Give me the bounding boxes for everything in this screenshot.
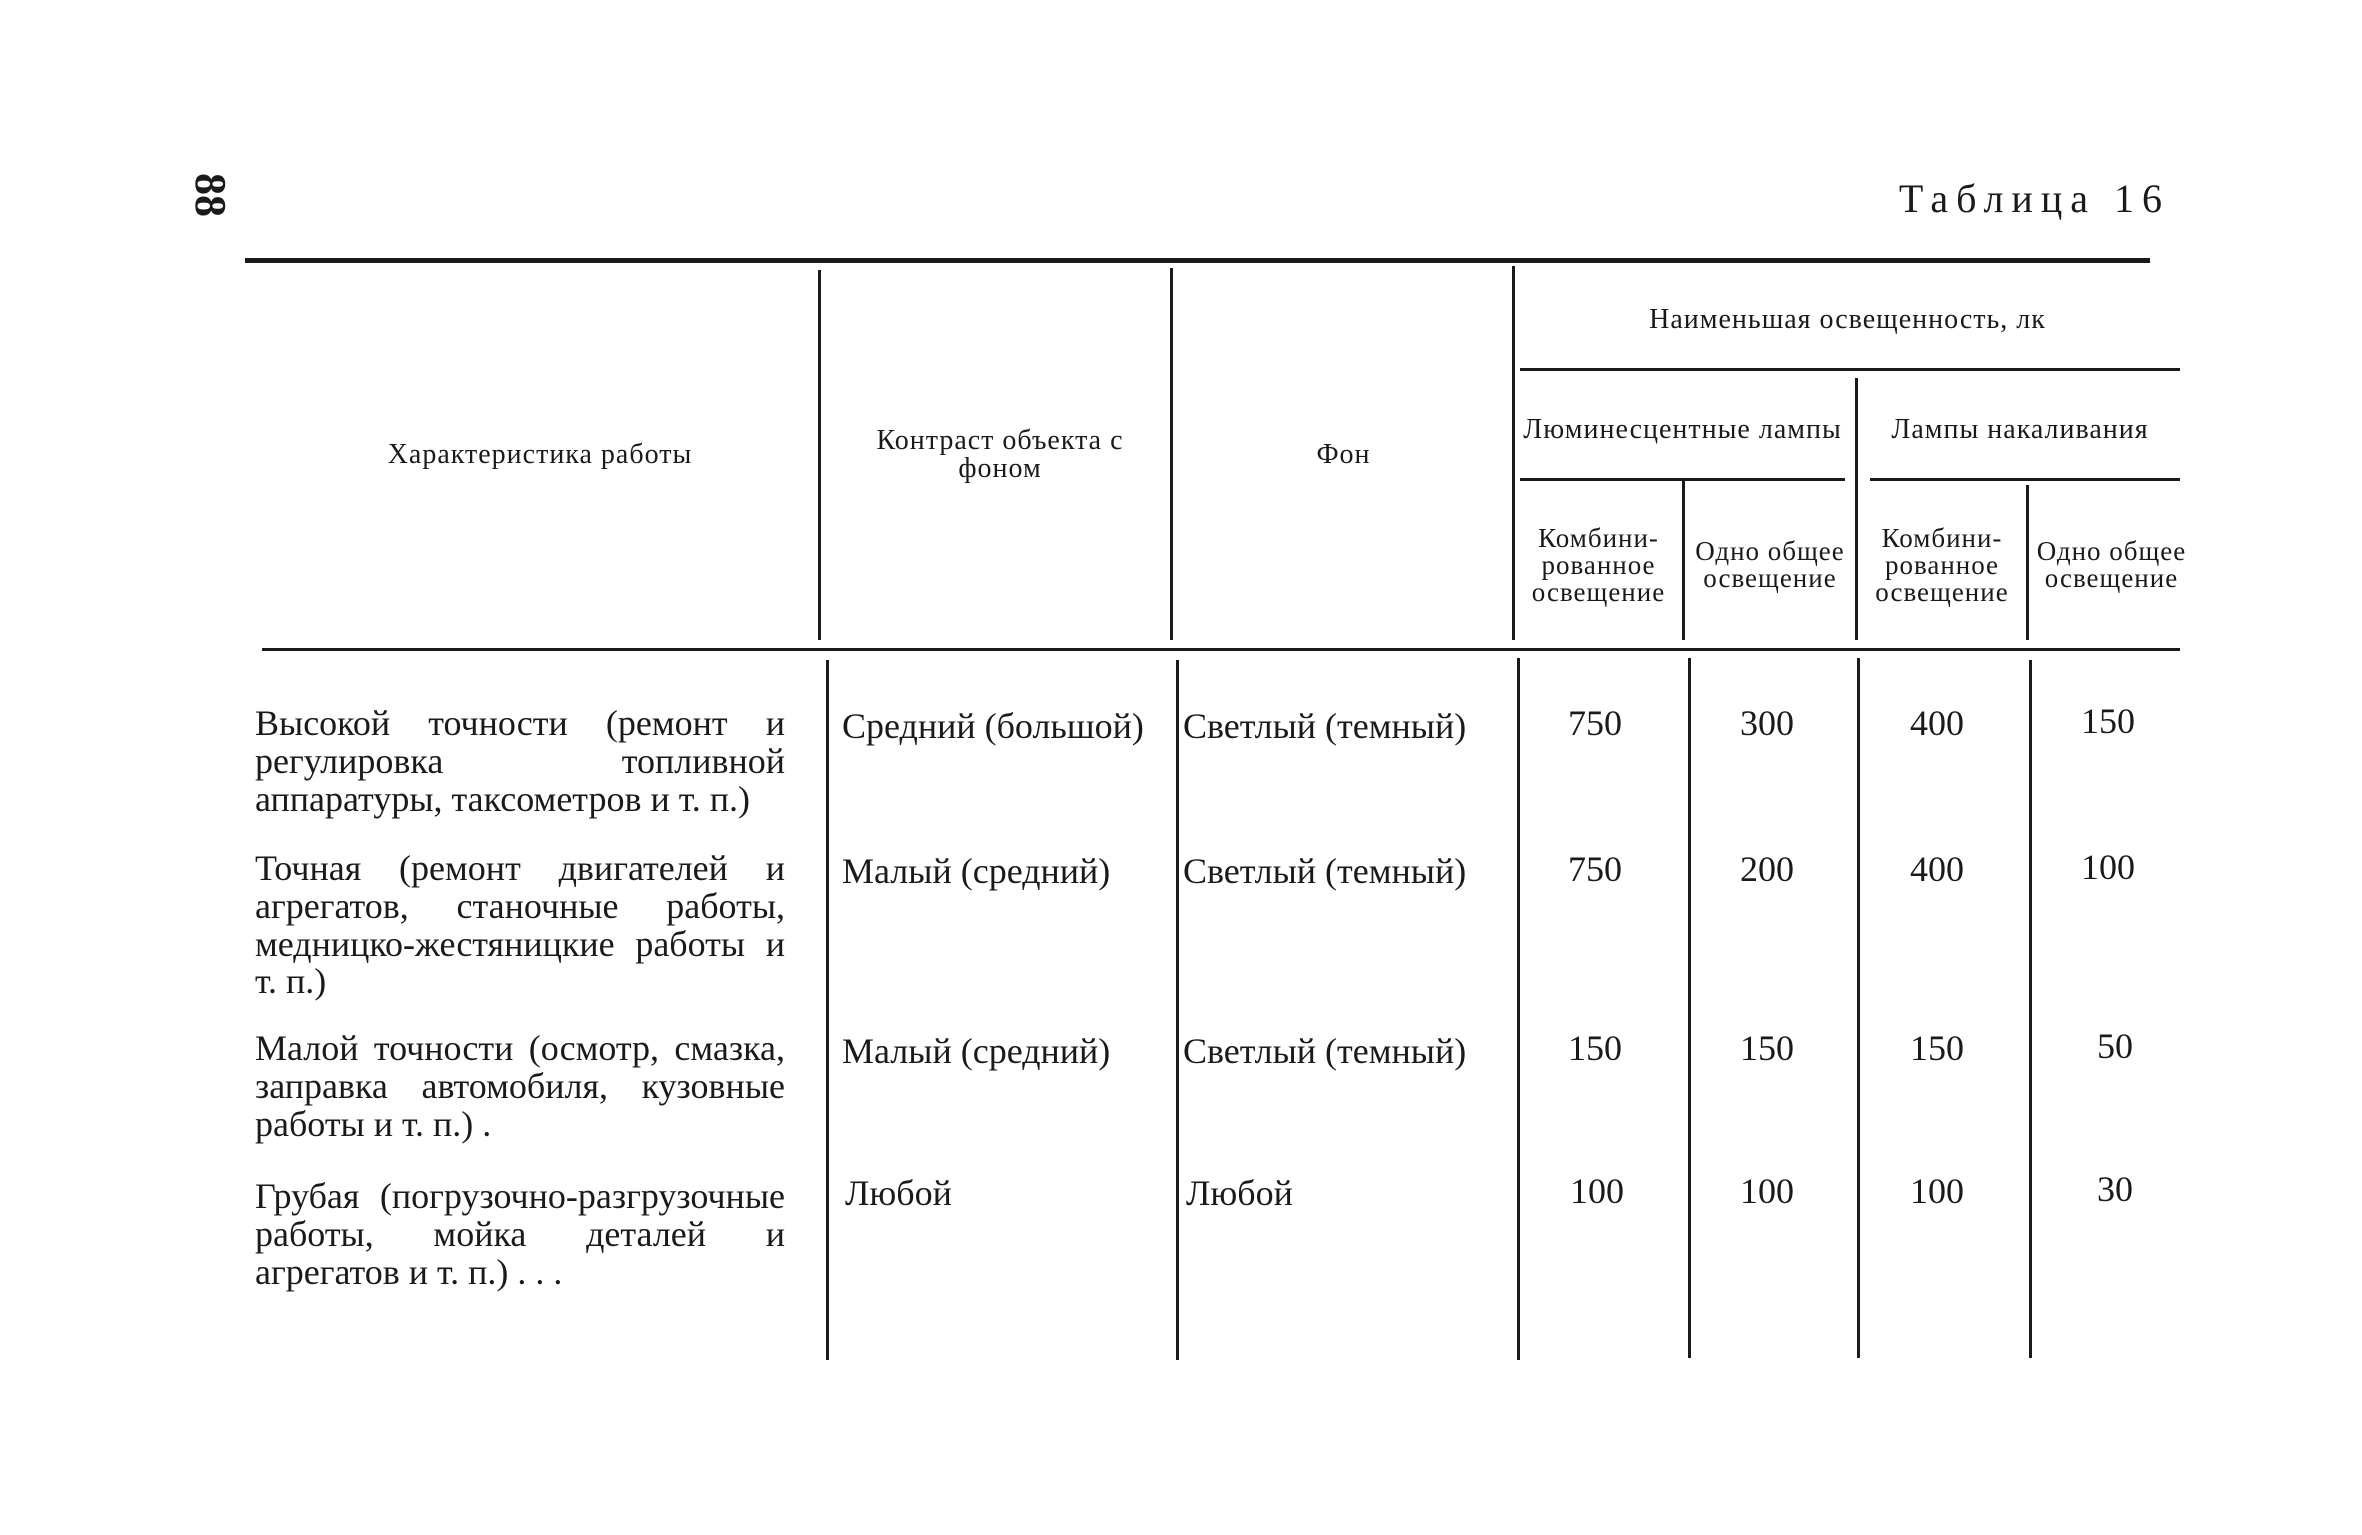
- row-3-background: Светлый (темный): [1183, 1031, 1467, 1071]
- row-3-fl-general: 150: [1740, 1028, 1794, 1068]
- row-1-fl-combined: 750: [1568, 703, 1622, 743]
- row-1-characteristic: Высокой точности (ремонт и регулировка топливной аппаратуры, таксометров и т. п.): [255, 703, 785, 819]
- header-fluorescent: Люминесцентные лампы: [1523, 414, 1842, 445]
- header-fl-combined: Комбини-рованное освещение: [1531, 522, 1666, 607]
- row-4-inc-combined: 100: [1910, 1171, 1964, 1211]
- header-characteristic: Характеристика работы: [387, 439, 693, 470]
- row-1-inc-general: 150: [2081, 701, 2135, 741]
- row-1-inc-combined: 400: [1910, 703, 1964, 743]
- row-3-fl-combined: 150: [1568, 1028, 1622, 1068]
- header-background: Фон: [1316, 439, 1371, 470]
- row-2-background: Светлый (темный): [1183, 851, 1467, 891]
- row-2-inc-combined: 400: [1910, 849, 1964, 889]
- row-4-fl-combined: 100: [1570, 1171, 1624, 1211]
- row-1-background: Светлый (темный): [1183, 706, 1467, 746]
- top-rule: [245, 258, 2150, 263]
- header-inc-general: Одно общее освещение: [2036, 536, 2187, 593]
- row-2-fl-combined: 750: [1568, 849, 1622, 889]
- row-2-fl-general: 200: [1740, 849, 1794, 889]
- row-3-contrast: Малый (средний): [842, 1031, 1111, 1071]
- row-2-contrast: Малый (средний): [842, 851, 1111, 891]
- illumination-underline: [1520, 368, 2180, 371]
- header-bottom-rule: [262, 648, 2180, 651]
- header-fl-general: Одно общее освещение: [1695, 536, 1845, 593]
- row-4-characteristic: Грубая (погрузочно-разгрузочные работы, мойка деталей и агрегатов и т. п.) . . .: [255, 1176, 785, 1292]
- body-divider-4: [1688, 658, 1691, 1358]
- header-incandescent: Лампы накаливания: [1891, 414, 2149, 445]
- row-3-inc-general: 50: [2097, 1026, 2133, 1066]
- row-2-inc-general: 100: [2081, 847, 2135, 887]
- row-3-characteristic: Малой точности (осмотр, смазка, заправка автомобиля, кузовные работы и т. п.) .: [255, 1028, 785, 1144]
- body-divider-6: [2029, 660, 2032, 1358]
- row-4-inc-general: 30: [2097, 1169, 2133, 1209]
- row-4-background: Любой: [1186, 1173, 1293, 1213]
- body-divider-1: [826, 660, 829, 1360]
- body-divider-2: [1176, 660, 1179, 1360]
- row-1-contrast: Средний (большой): [842, 706, 1144, 746]
- row-1-fl-general: 300: [1740, 703, 1794, 743]
- header-contrast: Контраст объекта с фоном: [876, 425, 1124, 484]
- row-2-characteristic: Точная (ремонт двигателей и агрегатов, станочные работы, медницко-жестяницкие работы и т. п.): [255, 848, 785, 1002]
- header-divider-1: [818, 270, 821, 640]
- header-divider-2: [1170, 268, 1173, 640]
- row-4-fl-general: 100: [1740, 1171, 1794, 1211]
- header-inc-combined: Комбини-рованное освещение: [1875, 522, 2009, 607]
- table-caption: Таблица 16: [1898, 176, 2170, 221]
- page-number: 88: [186, 173, 235, 217]
- body-divider-5: [1857, 658, 1860, 1358]
- body-divider-3: [1517, 658, 1520, 1360]
- incandescent-underline: [1870, 478, 2180, 481]
- header-min-illumination: Наименьшая освещенность, лк: [1649, 304, 2046, 335]
- row-4-contrast: Любой: [845, 1173, 952, 1213]
- row-3-inc-combined: 150: [1910, 1028, 1964, 1068]
